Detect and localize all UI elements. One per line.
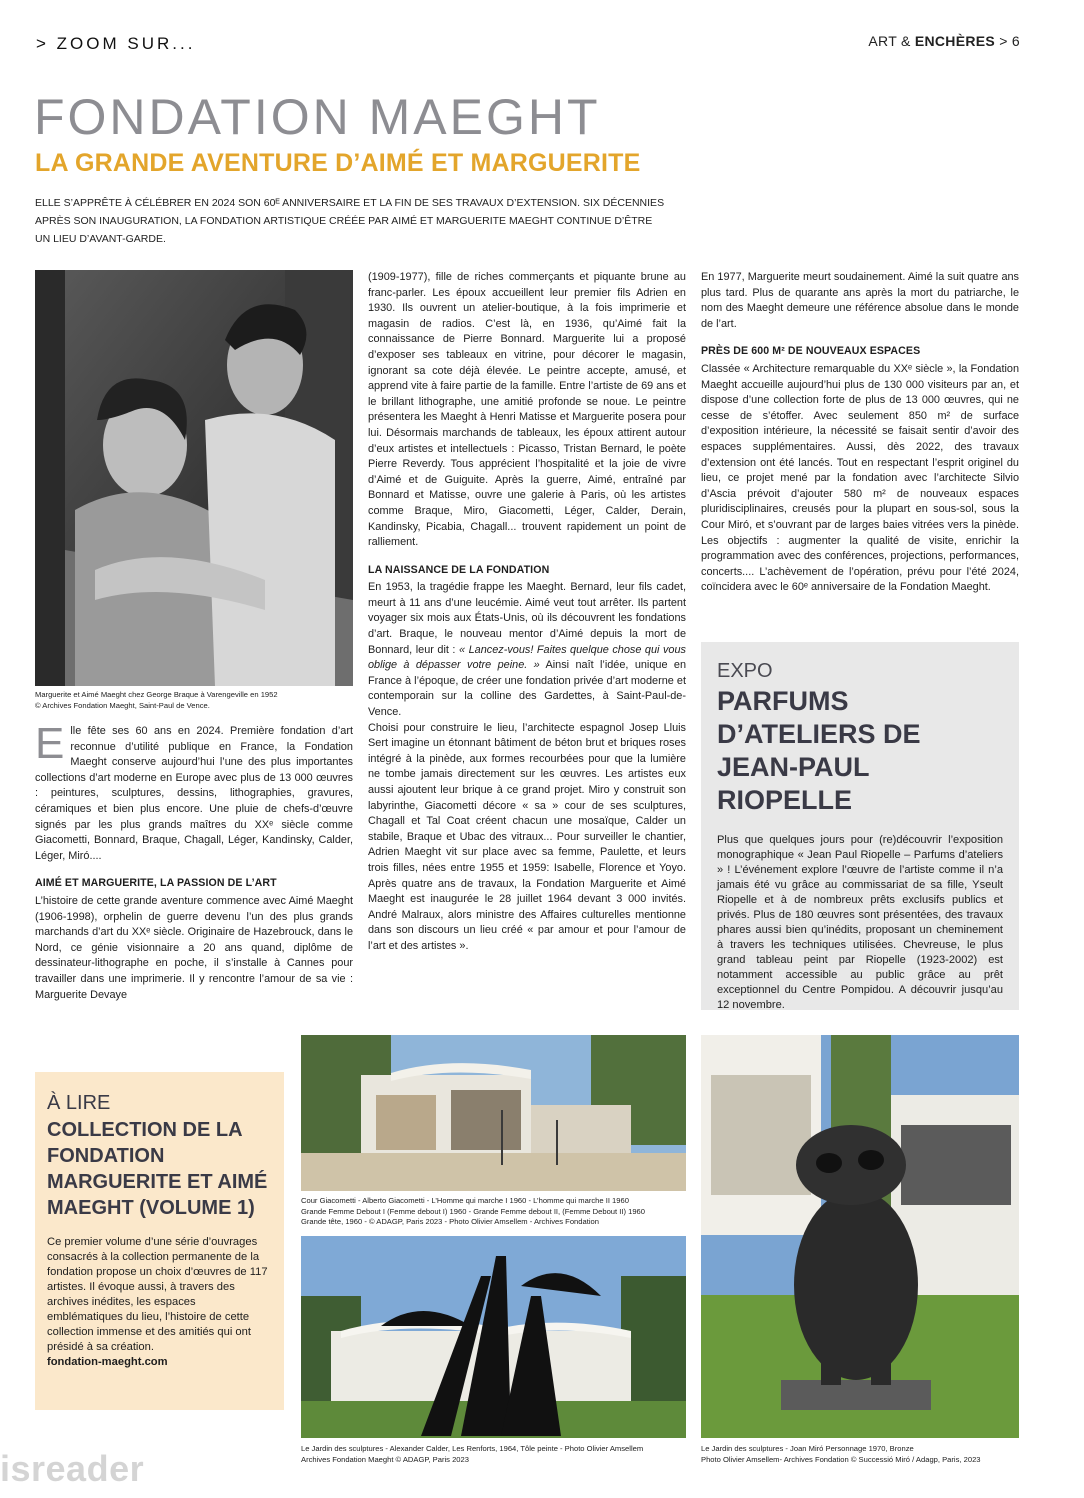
expo-title: PARFUMS D’ATELIERS DE JEAN-PAUL RIOPELLE [717, 686, 921, 815]
miro-image [701, 1035, 1019, 1438]
calder-photo [301, 1236, 686, 1438]
section-heading: LA NAISSANCE DE LA FONDATION [368, 563, 550, 576]
expo-kicker: EXPO [717, 660, 773, 682]
article-column-3 [701, 270, 1019, 596]
body-paragraph: (1909-1977), fille de riches commerçants et piquante brune au franc-parler. Les époux accueillent leur premier fils Adrien en 1930. Ils ouvrent un atelier-boutique, à la fois imprimerie et magasin de radios. C’est là, en 1936, qu’Aimé fait la connaissance de Pierre Bonnard. Marguerite lui a proposé d’exposer ses tableaux en vitrine, pour décorer le magasin, ignorant sa cote déjà élevée. Le peintre accepte, amusé, et apprend vite à faire partie de la famille. Entre l’artiste de 69 ans et le brillant lithographe, une amitié profonde se noue. Le peintre présentera les Maeght à Henri Matisse et Marguerite posera pour lui. Désormais marchands de tableaux, les époux attirent autour d’eux artistes et intellectuels : Picasso, Tristan Bernard, le poète Pierre Reverdy. Tous apprécient l’hospitalité et la joie de vivre d’Aimé et de Guiguite. Après la guerre, Aimé, entraîné par Bonnard et Matisse, ouvre une galerie à Paris, où les artistes comme Braque, Miro, Giacometti, Léger, Calder, Derain, Kandinsky, Picabia, Chagall... trouvent rapidement un point de ralliement. [368, 271, 686, 549]
article-lead: ELLE S’APPRÊTE À CÉLÉBRER EN 2024 SON 60ᴱ ANNIVERSAIRE ET LA FIN DE SES TRAVAUX D’EXTENSION. SIX DÉCENNIES APRÈS SON INAUGURATION, LA FONDATION ARTISTIQUE CRÉÉE PAR AIMÉ ET MARGUERITE MAEGHT CONTINUE D’ÊTRE UN LIEU D’AVANT-GARDE. [35, 197, 665, 245]
body-paragraph: Classée « Architecture remarquable du XXᵉ siècle », la Fondation Maeght accueille aujourd’hui plus de 130 000 visiteurs par an, et dispose d’une collection forte de plus de 13 000 œuvres, qui ne cesse de s’étoffer. Avec seulement 850 m² de surface d’exposition intérieure, la nécessité se faisait sentir d’avoir des espaces supplémentaires. Aussi, dès 2022, des travaux d’extension ont été lancés. Tout en respectant l’esprit originel du lieu, ce projet mené par la fondation avec l’architecte Silvio d’Ascia prévoit d’ajouter 580 m² de nouveaux espaces pluridisciplinaires, creusés pour la plupart en sous-sol, sous la Cour Miró, et s’ouvrant par de larges baies vitrées vers la pinède. Les objectifs : augmenter la qualité de visite, enrichir la programmation avec des conférences, projections, performances, concerts.... L’achèvement de l’opération, prévu pour l’été 2024, coïncidera avec le 60ᵉ anniversaire de la Fondation Maeght. [701, 362, 1019, 594]
body-paragraph: L’histoire de cette grande aventure commence avec Aimé Maeght (1906-1998), orphelin de guerre devenu l’un des plus grands marchands d’art du XXᵉ siècle. Originaire de Hazebrouck, dans le Nord, ce génie visionnaire a 20 ans quand, diplôme de dessinateur-lithographe en poche, il s’installe à Cannes pour travailler dans une imprimerie. Il y rencontre l’amour de sa vie : Marguerite Devaye [35, 894, 353, 1001]
page-number: 6 [1011, 33, 1020, 49]
body-text: Ainsi naît l’idée, unique en France à l’époque, de créer une fondation privée d’art moderne et contemporain sur la colline des Gardettes, à Saint-Paul-de-Vence. [368, 659, 687, 719]
portrait-caption: Marguerite et Aimé Maeght chez George Braque à Varengeville en 1952 © Archives Fondation Maeght, Saint-Paul de Vence. [35, 690, 278, 710]
magazine-name-art: ART & [868, 33, 915, 49]
article-title: FONDATION MAEGHT [34, 89, 601, 145]
expo-box [701, 642, 1019, 1010]
article-subtitle: LA GRANDE AVENTURE D’AIMÉ ET MARGUERITE [35, 149, 641, 177]
dropcap: E [35, 719, 65, 768]
article-column-1 [35, 719, 353, 1003]
website-link[interactable]: fondation-maeght.com [47, 1356, 168, 1368]
read-title: COLLECTION DE LA FONDATION MARGUERITE ET AIMÉ MAEGHT (VOLUME 1) [47, 1119, 268, 1219]
body-paragraph: En 1977, Marguerite meurt soudainement. Aimé la suit quatre ans plus tard. Plus de quarante ans après la mort du patriarche, le nom des Maeght demeure une référence absolue dans le monde de l’art. [701, 271, 1019, 330]
portrait-photo [35, 270, 353, 686]
section-heading: PRÈS DE 600 M² DE NOUVEAUX ESPACES [701, 345, 921, 358]
miro-photo [701, 1035, 1019, 1438]
calder-caption: Le Jardin des sculptures - Alexander Calder, Les Renforts, 1964, Tôle peinte - Photo Olivier Amsellem Archives Fondation Maeght © ADAGP, Paris 2023 [301, 1444, 644, 1464]
body-paragraph [368, 580, 686, 720]
read-box [35, 1072, 284, 1410]
portrait-image [35, 270, 353, 686]
article-column-2 [368, 270, 686, 955]
braque-quote: « Lancez-vous! Faites quelque chose qui vous oblige à dépasser votre peine. » [368, 643, 686, 672]
read-text [47, 1235, 272, 1370]
read-kicker: À LIRE [47, 1092, 111, 1114]
miro-caption: Le Jardin des sculptures - Joan Miró Personnage 1970, Bronze Photo Olivier Amsellem- Archives Fondation © Successió Miró / Adagp, Paris, 2023 [701, 1444, 981, 1464]
page-header [868, 33, 1020, 49]
body-text: En 1953, la tragédie frappe les Maeght. Bernard, leur fils cadet, meurt à 11 ans d’une leucémie. Aimé veut tout arrêter. Ils partent voyager six mois aux États-Unis, où ils découvrent les fondations d’art. Braque, le nouveau mentor d’Aimé depuis la mort de Bonnard, leur dit : [368, 581, 686, 656]
watermark-logo: isreader [0, 1448, 145, 1489]
intro-text: lle fête ses 60 ans en 2024. Première fondation d’art reconnue d’utilité publique en France, la Fondation Maeght conserve aujourd’hui l’une des plus importantes collections d’art moderne en Europe avec plus de 13 000 œuvres : peintures, sculptures, dessins, lithographies, gravures, céramiques et bien plus encore. Une pluie de chefs-d’œuvre signés par les plus grands maîtres du XXᵉ siècle comme Giacometti, Bonnard, Braque, Chagall, Léger, Kandinsky, Calder, Léger, Miró.... [35, 725, 353, 862]
intro-paragraph [35, 719, 353, 864]
courtyard-image [301, 1035, 686, 1191]
courtyard-caption: Cour Giacometti - Alberto Giacometti - L’Homme qui marche I 1960 - L’homme qui marche II 1960 Grande Femme Debout I (Femme debout I) 1960 - Grande Femme debout II, (Femme Debout II) 1960 Grande tête, 1960 - © ADAGP, Paris 2023 - Photo Olivier Amsellem - Archives Fondation [301, 1196, 645, 1227]
read-body: Ce premier volume d’une série d’ouvrages consacrés à la collection permanente de la fondation propose un choix d’œuvres de 117 artistes. Il évoque aussi, à travers des archives inédites, les espaces emblématiques du lieu, l’histoire de cette collection immense et des amitiés qui ont présidé à sa création. [47, 1236, 268, 1353]
calder-image [301, 1236, 686, 1438]
magazine-name-encheres: ENCHÈRES [914, 33, 996, 49]
section-heading: AIMÉ ET MARGUERITE, LA PASSION DE L’ART [35, 877, 277, 890]
page-separator: > [995, 33, 1012, 49]
courtyard-photo [301, 1035, 686, 1191]
body-paragraph: Choisi pour construire le lieu, l’architecte espagnol Josep Lluis Sert imagine un étonnant bâtiment de béton brut et briques roses intégré à la pinède, aux formes recourbées pour que la lumière ne tombe jamais directement sur les œuvres. Les artistes eux aussi ajoutent leur brique à ce grand projet. Miro y construit son labyrinthe, Giacometti décore « sa » cour de ses sculptures, Chagall et Tal Coat créent chacun une mosaïque, Calder un stabile, Braque et Ubac des vitraux... Pour surveiller le chantier, Adrien Maeght vit sur place avec sa femme, Paulette, et leurs trois filles, nées entre 1955 et 1959: Isabelle, Florence et Yoyo. Après quatre ans de travaux, la Fondation Marguerite et Aimé Maeght est inaugurée le 28 juillet 1964 devant 3 000 invités. André Malraux, alors ministre des Affaires culturelles mentionne dans son discours un lieu créé « par amour et pour l’amour de l’art et des artistes ». [368, 721, 686, 952]
section-label: > ZOOM SUR... [36, 34, 196, 53]
expo-text: Plus que quelques jours pour (re)découvrir l’exposition monographique « Jean Paul Riopelle – Parfums d’ateliers » ! L’événement explore l’œuvre de l’artiste comme il n’a jamais été vu grâce au commissariat de sa fille, Yseult Riopelle et à de nombreux prêts exclusifs publics et privés. Plus de 180 œuvres sont présentées, des travaux phares aussi bien qu’inédits, proposant un cheminement à travers les techniques utilisées. Chevreuse, le plus grand tableau peint par Riopelle (1923-2002) est notamment accessible au public grâce au prêt exceptionnel du Centre Pompidou. A découvrir jusqu’au 12 novembre. [717, 834, 1003, 1011]
